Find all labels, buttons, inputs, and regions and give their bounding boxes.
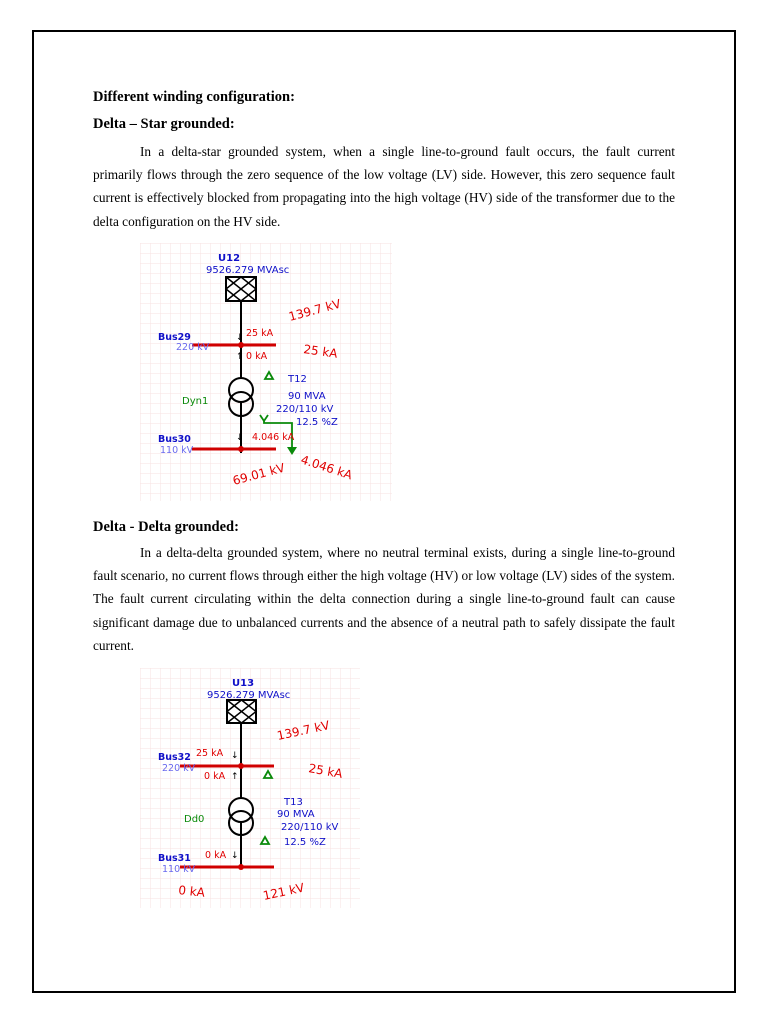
delta-star-diagram — [140, 243, 392, 501]
arrow-up-icon: ↑ — [231, 772, 239, 782]
tx-mva: 90 MVA — [277, 809, 315, 820]
section-heading-delta-delta: Delta - Delta grounded: — [93, 519, 239, 535]
lv-bus-node — [238, 446, 244, 452]
hv-fault-current: 25 kA — [307, 761, 344, 781]
lv-bus-voltage: 110 kV — [162, 864, 196, 875]
tx-ratio: 220/110 kV — [276, 404, 334, 415]
tx-ratio: 220/110 kV — [281, 822, 339, 833]
lv-bus-name: Bus31 — [158, 853, 191, 864]
main-heading: Different winding configuration: — [93, 89, 295, 105]
lv-fault-current: 4.046 kA — [299, 452, 355, 483]
hv-voltage-result: 139.7 kV — [287, 296, 343, 324]
grid-background — [140, 243, 392, 501]
lv-bus-name: Bus30 — [158, 434, 191, 445]
hv-bus-voltage: 220 kV — [176, 342, 210, 353]
lv-voltage-result: 69.01 kV — [231, 460, 287, 488]
source-icon — [226, 277, 256, 301]
lv-fault-current: 0 kA — [177, 883, 206, 900]
hv-fault-current: 25 kA — [302, 342, 339, 361]
arrow-up-icon: ↑ — [236, 352, 244, 362]
source-name: U13 — [232, 678, 255, 689]
hv-bus-name: Bus29 — [158, 332, 191, 343]
paragraph-delta-delta: In a delta-delta grounded system, where no neutral terminal exists, during a single line-to-ground fault scenario, no current flows through either the high voltage (HV) or low voltage (LV) sides of the system. The fault current circulating within the delta connection during a single line-to-ground fault can cause significant damage due to unbalanced currents and the absence of a neutral path to safely dissipate the fault current. — [93, 545, 675, 653]
hv-bus-node — [238, 763, 244, 769]
lv-voltage-result: 121 kV — [261, 880, 306, 903]
hv-bus-voltage: 220 kV — [162, 763, 196, 774]
hv-bus-name: Bus32 — [158, 752, 191, 763]
tx-mva: 90 MVA — [288, 391, 326, 402]
hv-current-in: 25 kA — [246, 328, 274, 339]
tx-name: T12 — [288, 374, 307, 385]
lv-current: 0 kA — [205, 850, 227, 861]
winding-config: Dyn1 — [182, 396, 209, 407]
source-rating: 9526.279 MVAsc — [207, 690, 291, 701]
source-name: U12 — [218, 253, 241, 264]
section-heading-delta-star: Delta – Star grounded: — [93, 116, 235, 132]
winding-config: Dd0 — [184, 814, 205, 825]
arrow-down-icon: ↓ — [231, 751, 239, 761]
source-rating: 9526.279 MVAsc — [206, 265, 290, 276]
arrow-down-icon: ↓ — [236, 333, 244, 343]
source-icon — [227, 700, 256, 723]
tx-impedance: 12.5 %Z — [296, 417, 338, 428]
hv-voltage-result: 139.7 kV — [275, 718, 331, 743]
hv-current-in: 25 kA — [196, 748, 224, 759]
arrow-down-icon: ↓ — [231, 851, 239, 861]
lv-bus-node — [238, 864, 244, 870]
tx-name: T13 — [284, 797, 303, 808]
delta-delta-diagram — [140, 668, 360, 908]
hv-current-out: 0 kA — [204, 771, 226, 782]
arrow-down-icon: ↓ — [236, 433, 244, 443]
lv-bus-voltage: 110 kV — [160, 445, 194, 456]
hv-current-out: 0 kA — [246, 351, 268, 362]
lv-current: 4.046 kA — [252, 432, 295, 443]
paragraph-delta-star: In a delta-star grounded system, when a single line-to-ground fault occurs, the fault current primarily flows through the zero sequence of the low voltage (LV) side. However, this zero sequence fault current is effectively blocked from propagating into the high voltage (HV) side of the transformer due to the delta configuration on the HV side. — [93, 144, 675, 229]
tx-impedance: 12.5 %Z — [284, 837, 326, 848]
